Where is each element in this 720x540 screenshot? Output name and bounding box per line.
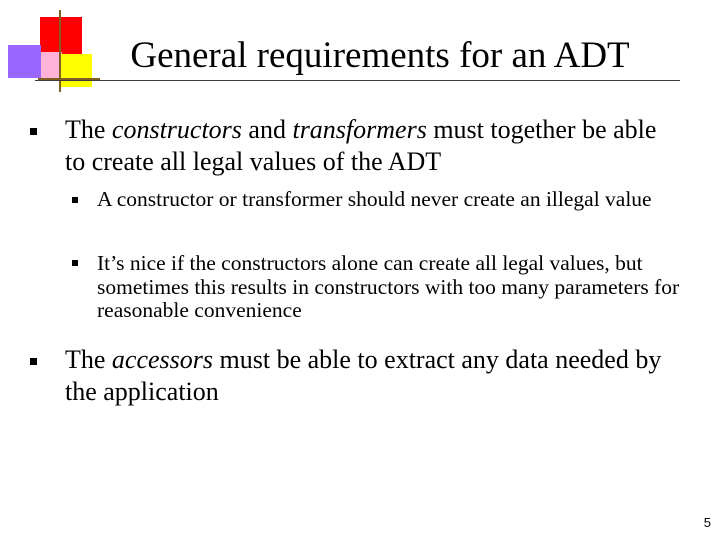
sub-bullet-marker bbox=[72, 197, 78, 203]
text-run: The bbox=[65, 345, 112, 374]
text-run: and bbox=[241, 115, 293, 144]
sub-bullet-text bbox=[97, 188, 672, 212]
emphasized-term: transformers bbox=[292, 115, 427, 144]
text-run: The bbox=[65, 115, 112, 144]
slide-title: General requirements for an ADT bbox=[130, 35, 630, 76]
bullet-text bbox=[65, 344, 675, 408]
emphasized-term: accessors bbox=[111, 345, 214, 374]
purple-square bbox=[8, 45, 41, 78]
page-number: 5 bbox=[703, 515, 711, 530]
bullet-text bbox=[65, 114, 665, 178]
text-run: must be able to extract any data needed by the application bbox=[65, 345, 662, 406]
emphasized-term: constructors bbox=[111, 115, 242, 144]
sub-bullet-marker bbox=[72, 260, 78, 266]
text-run: A constructor or transformer should never create an illegal value bbox=[97, 187, 652, 211]
text-run: It’s nice if the constructors alone can create all legal values, but sometimes this results in constructors with too many parameters for reasonable convenience bbox=[97, 251, 680, 322]
text-run: must together be able to create all legal values of the ADT bbox=[65, 115, 657, 176]
pink-square bbox=[38, 52, 62, 78]
bullet-marker bbox=[30, 358, 37, 365]
title-underline bbox=[35, 80, 680, 81]
bullet-marker bbox=[30, 128, 37, 135]
sub-bullet-text bbox=[97, 252, 682, 323]
